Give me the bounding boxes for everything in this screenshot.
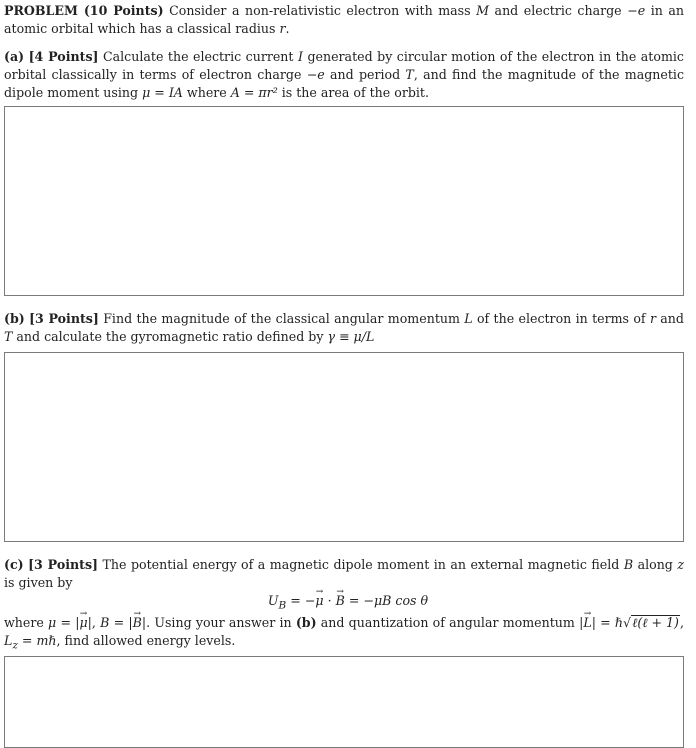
part-c-followup: where μ = |→ μ|, B = |→ B|. Using your answer in (b) and quantization of angular momentum |→ L| = ℏ√ℓ(ℓ + 1), $L_z$ = mℏ, find allowed energy levels. — [4, 614, 684, 655]
sqrt-argument: ℓ(ℓ + 1) — [632, 615, 679, 630]
part-c-answer-box[interactable] — [4, 656, 684, 748]
problem-statement: PROBLEM (10 Points) Consider a non-relativistic electron with mass M and electric charge −e in an atomic orbital which has a classical radius r. — [4, 3, 684, 36]
part-b-label: (b) — [4, 311, 25, 326]
part-b-points: [3 Points] — [29, 311, 99, 326]
part-a-answer-box[interactable] — [4, 106, 684, 296]
part-a-question: (a) [4 Points] Calculate the electric current I generated by circular motion of the electron in the atomic orbital classically in terms of electron charge −e and period T, and find the magnitude of the magnetic dipole moment using μ = IA where A = πr² is the area of the orbit. — [4, 49, 684, 100]
b-vector: → B — [336, 592, 345, 610]
part-c-label: (c) — [4, 557, 24, 572]
part-b-answer-box[interactable] — [4, 352, 684, 542]
potential-energy-equation: $U_B$ = −→ μ · → B = −μB cos θ — [0, 592, 696, 615]
part-b-question: (b) [3 Points] Find the magnitude of the classical angular momentum L of the electron in terms of r and T and calculate the gyromagnetic ratio defined by γ ≡ μ/L — [4, 311, 684, 344]
problem-heading: PROBLEM (10 Points) — [4, 3, 164, 18]
part-a-label: (a) — [4, 49, 25, 64]
part-c-question: (c) [3 Points] The potential energy of a magnetic dipole moment in an external magnetic field B along z is given by — [4, 557, 684, 590]
part-a-points: [4 Points] — [28, 49, 99, 64]
part-c-points: [3 Points] — [28, 557, 99, 572]
mu-vector: → μ — [315, 592, 323, 610]
